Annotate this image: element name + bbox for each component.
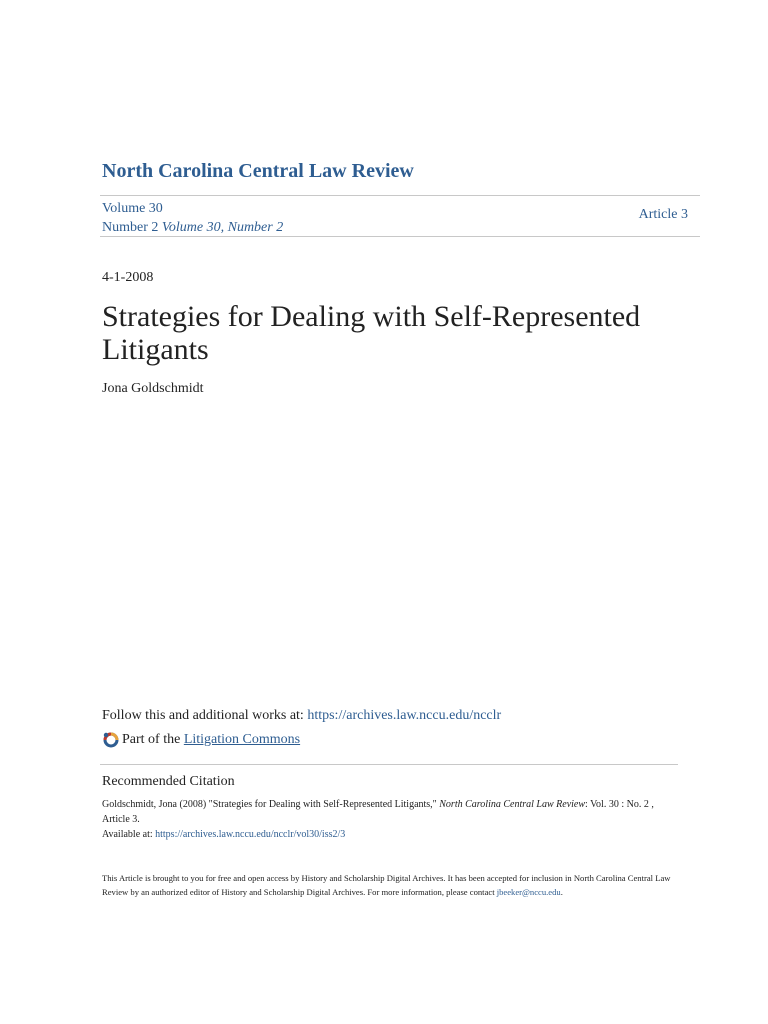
litigation-commons-link[interactable]: Litigation Commons xyxy=(183,732,301,747)
divider-citation xyxy=(100,764,678,765)
follow-prefix: Follow this and additional works at: xyxy=(102,708,308,723)
contact-email-link[interactable]: jbeeker@nccu.edu xyxy=(496,887,561,897)
bepress-network-icon xyxy=(102,731,120,749)
number-link[interactable]: Number 2 xyxy=(102,220,159,235)
citation-suffix: : Vol. 30 : No. 2 , Article 3. xyxy=(102,799,654,825)
follow-line xyxy=(102,708,501,724)
issue-name-link[interactable]: Volume 30, Number 2 xyxy=(161,220,284,235)
article-number-link[interactable]: Article 3 xyxy=(638,207,688,222)
footer-text: This Article is brought to you for free and open access by History and Scholarship Digital Archives. It has been accepted for inclusion in North Carolina Central Law Review by an authorized editor of History and Scholarship Digital Archives. For more information, please contact xyxy=(102,873,671,897)
citation-heading: Recommended Citation xyxy=(102,774,235,789)
journal-title[interactable]: North Carolina Central Law Review xyxy=(102,160,414,182)
archive-url-link[interactable]: https://archives.law.nccu.edu/ncclr xyxy=(307,708,502,723)
volume-block xyxy=(102,199,283,237)
article-title: Strategies for Dealing with Self-Represented Litigants xyxy=(102,300,641,366)
available-label: Available at: xyxy=(102,829,156,840)
citation-journal: North Carolina Central Law Review xyxy=(439,799,586,810)
part-of-line xyxy=(102,731,300,749)
author-name: Jona Goldschmidt xyxy=(102,381,204,396)
divider-top xyxy=(100,195,700,196)
part-of-prefix: Part of the xyxy=(122,732,181,747)
divider-bottom xyxy=(100,236,700,237)
citation-url-link[interactable]: https://archives.law.nccu.edu/ncclr/vol30/iss2/3 xyxy=(155,829,346,840)
citation-text xyxy=(102,797,682,842)
volume-link[interactable]: Volume 30 xyxy=(102,201,163,216)
issue-line xyxy=(102,218,283,237)
publication-date: 4-1-2008 xyxy=(102,270,154,285)
citation-prefix: Goldschmidt, Jona (2008) "Strategies for Dealing with Self-Represented Litigants," xyxy=(102,799,440,810)
footer-end: . xyxy=(560,887,563,897)
footer-note xyxy=(102,871,687,899)
